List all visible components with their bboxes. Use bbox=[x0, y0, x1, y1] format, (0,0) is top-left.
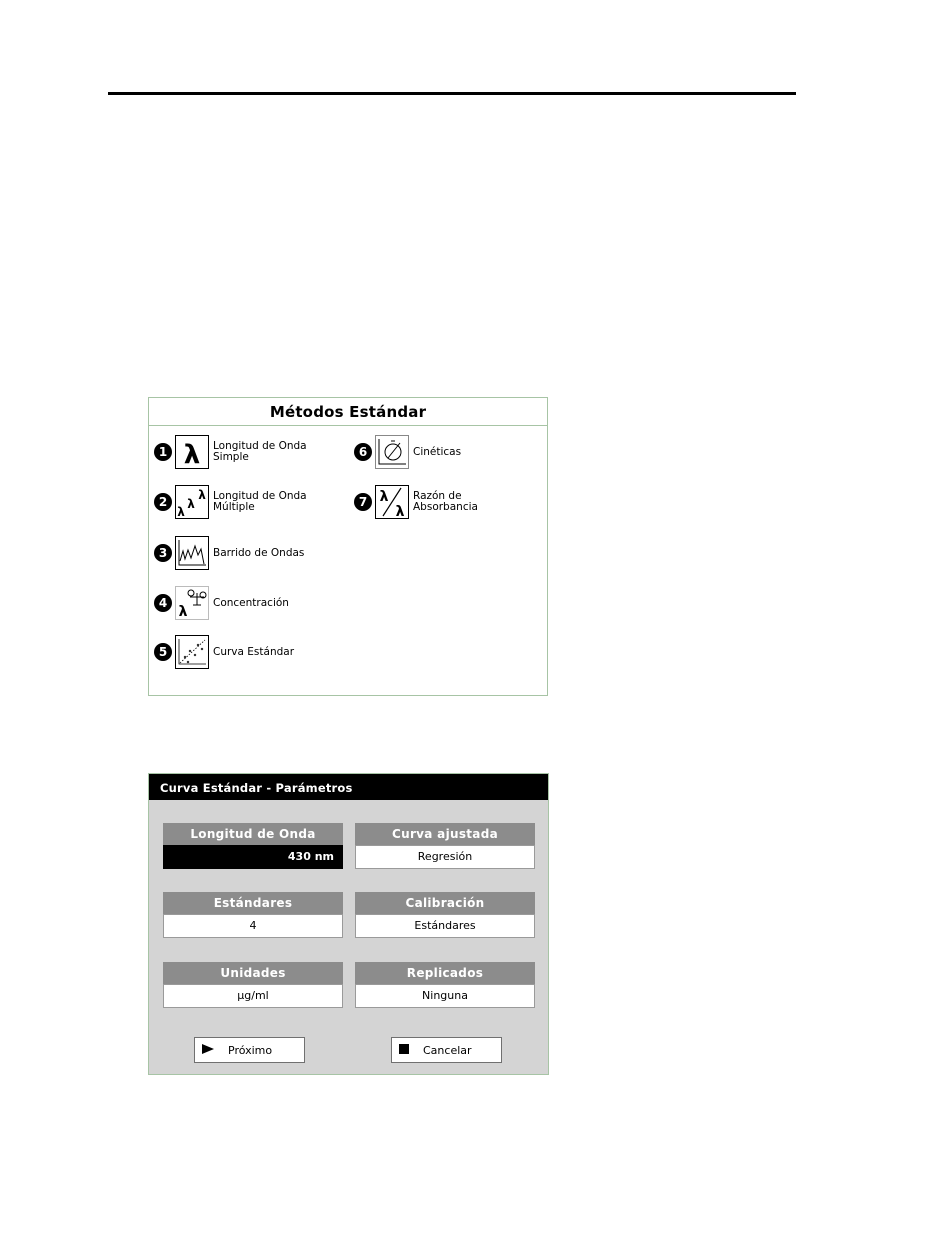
standards-value[interactable]: 4 bbox=[163, 914, 343, 938]
method-number-1: 1 bbox=[154, 443, 172, 461]
field-label: Replicados bbox=[355, 962, 535, 984]
standard-curve-icon bbox=[175, 635, 209, 669]
method-label: Razón de Absorbancia bbox=[413, 490, 478, 513]
standard-curve-parameters-dialog bbox=[148, 773, 549, 1075]
stop-icon bbox=[399, 1044, 409, 1057]
multi-wavelength-icon bbox=[175, 485, 209, 519]
next-button[interactable] bbox=[194, 1037, 305, 1063]
svg-text:λ: λ bbox=[178, 604, 188, 619]
standard-methods-panel bbox=[148, 397, 548, 696]
svg-text:λ: λ bbox=[187, 497, 195, 511]
units-field[interactable] bbox=[163, 962, 343, 1009]
field-label: Unidades bbox=[163, 962, 343, 984]
wavelength-field[interactable] bbox=[163, 823, 343, 870]
field-label: Longitud de Onda bbox=[163, 823, 343, 845]
methods-panel-title: Métodos Estándar bbox=[149, 398, 547, 426]
field-label: Curva ajustada bbox=[355, 823, 535, 845]
method-number-7: 7 bbox=[354, 493, 372, 511]
calibration-value[interactable]: Estándares bbox=[355, 914, 535, 938]
top-rule bbox=[108, 92, 796, 95]
svg-text:λ: λ bbox=[198, 488, 206, 502]
svg-text:λ: λ bbox=[379, 489, 389, 505]
method-absorbance-ratio[interactable] bbox=[354, 485, 478, 519]
concentration-icon bbox=[175, 586, 209, 620]
wavelength-value[interactable]: 430 nm bbox=[163, 845, 343, 869]
svg-text:λ: λ bbox=[177, 505, 185, 518]
method-number-5: 5 bbox=[154, 643, 172, 661]
standards-field[interactable] bbox=[163, 892, 343, 939]
method-wavelength-scan[interactable] bbox=[154, 536, 304, 570]
single-wavelength-icon bbox=[175, 435, 209, 469]
method-multi-wavelength[interactable] bbox=[154, 485, 307, 519]
method-number-6: 6 bbox=[354, 443, 372, 461]
replicates-field[interactable] bbox=[355, 962, 535, 1009]
curve-fit-value[interactable]: Regresión bbox=[355, 845, 535, 869]
method-kinetics[interactable] bbox=[354, 435, 461, 469]
calibration-field[interactable] bbox=[355, 892, 535, 939]
field-label: Estándares bbox=[163, 892, 343, 914]
kinetics-icon bbox=[375, 435, 409, 469]
svg-text:λ: λ bbox=[395, 504, 405, 518]
svg-text:λ: λ bbox=[183, 440, 201, 468]
method-label: Concentración bbox=[213, 596, 289, 609]
units-value[interactable]: µg/ml bbox=[163, 984, 343, 1008]
absorbance-ratio-icon bbox=[375, 485, 409, 519]
replicates-value[interactable]: Ninguna bbox=[355, 984, 535, 1008]
method-label: Longitud de Onda Simple bbox=[213, 440, 307, 463]
method-single-wavelength[interactable] bbox=[154, 435, 307, 469]
dialog-title: Curva Estándar - Parámetros bbox=[149, 774, 548, 800]
method-concentration[interactable] bbox=[154, 586, 289, 620]
next-button-label: Próximo bbox=[228, 1043, 273, 1057]
curve-fit-field[interactable] bbox=[355, 823, 535, 870]
method-number-2: 2 bbox=[154, 493, 172, 511]
play-icon bbox=[202, 1044, 214, 1057]
field-label: Calibración bbox=[355, 892, 535, 914]
method-label: Longitud de Onda Múltiple bbox=[213, 490, 307, 513]
wavelength-scan-icon bbox=[175, 536, 209, 570]
method-label: Barrido de Ondas bbox=[213, 546, 305, 559]
method-number-3: 3 bbox=[154, 544, 172, 562]
method-number-4: 4 bbox=[154, 594, 172, 612]
method-label: Cinéticas bbox=[413, 445, 462, 458]
method-label: Curva Estándar bbox=[213, 645, 295, 658]
cancel-button[interactable] bbox=[391, 1037, 502, 1063]
method-standard-curve[interactable] bbox=[154, 635, 294, 669]
cancel-button-label: Cancelar bbox=[423, 1043, 472, 1057]
